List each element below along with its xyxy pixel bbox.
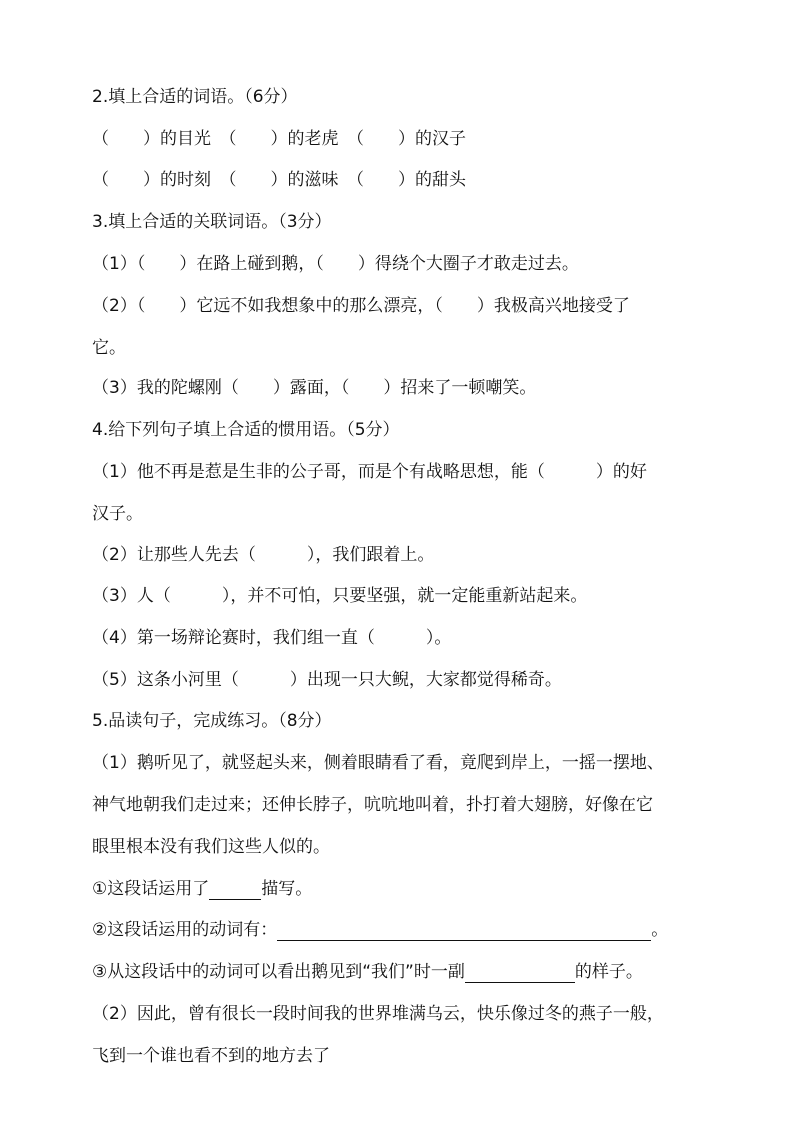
q5-sub-a-suffix: 描写。 xyxy=(261,879,313,899)
q5-passage-1-line-1: （1）鹅听见了，就竖起头来，侧着眼睛看了看，竟爬到岸上，一摇一摆地、 xyxy=(92,753,664,773)
q4-item-2: （2）让那些人先去（ ），我们跟着上。 xyxy=(92,545,435,565)
q3-item-1: （1）（ ）在路上碰到鹅，（ ）得绕个大圈子才敢走过去。 xyxy=(92,254,579,274)
q5-sub-c xyxy=(92,961,643,983)
q3-item-3: （3）我的陀螺刚（ ）露面，（ ）招来了一顿嘲笑。 xyxy=(92,378,537,398)
q5-passage-1-line-2: 神气地朝我们走过来；还伸长脖子，吭吭地叫着，扑打着大翅膀，好像在它 xyxy=(92,795,653,815)
q4-item-3: （3）人（ ），并不可怕，只要坚强，就一定能重新站起来。 xyxy=(92,586,588,606)
q4-item-5: （5）这条小河里（ ）出现一只大鲵，大家都觉得稀奇。 xyxy=(92,670,562,690)
q5-passage-1-line-3: 眼里根本没有我们这些人似的。 xyxy=(92,837,330,857)
q5-sub-b-suffix: 。 xyxy=(651,920,669,940)
answer-blank-b[interactable] xyxy=(277,922,651,941)
q4-item-4: （4）第一场辩论赛时，我们组一直（ ）。 xyxy=(92,628,452,648)
q4-heading: 4.给下列句子填上合适的惯用语。（5分） xyxy=(92,420,400,440)
q5-sub-b xyxy=(92,919,668,941)
answer-blank-c[interactable] xyxy=(465,964,575,983)
q5-sub-b-prefix: ②这段话运用的动词有： xyxy=(92,920,278,940)
q5-sub-c-suffix: 的样子。 xyxy=(574,962,643,982)
q5-sub-a xyxy=(92,878,312,900)
q2-row-1: （ ）的目光 （ ）的老虎 （ ）的汉子 xyxy=(92,129,466,149)
q2-row-2: （ ）的时刻 （ ）的滋味 （ ）的甜头 xyxy=(92,170,466,190)
q5-sub-a-prefix: ①这段话运用了 xyxy=(92,879,210,899)
q5-sub-c-prefix: ③从这段话中的动词可以看出鹅见到“我们”时一副 xyxy=(92,962,465,982)
q5-heading: 5.品读句子，完成练习。（8分） xyxy=(92,711,332,731)
q4-item-1-cont: 汉子。 xyxy=(92,504,143,524)
q2-heading: 2.填上合适的词语。（6分） xyxy=(92,87,298,107)
q3-item-2-cont: 它。 xyxy=(92,338,126,358)
q4-item-1: （1）他不再是惹是生非的公子哥，而是个有战略思想，能（ ）的好 xyxy=(92,462,647,482)
q3-item-2: （2）（ ）它远不如我想象中的那么漂亮，（ ）我极高兴地接受了 xyxy=(92,296,630,316)
q3-heading: 3.填上合适的关联词语。（3分） xyxy=(92,212,332,232)
q5-passage-2-line-1: （2）因此，曾有很长一段时间我的世界堆满乌云，快乐像过冬的燕子一般， xyxy=(92,1004,664,1024)
q5-passage-2-line-2: 飞到一个谁也看不到的地方去了 xyxy=(92,1046,330,1066)
answer-blank-a[interactable] xyxy=(209,881,261,900)
